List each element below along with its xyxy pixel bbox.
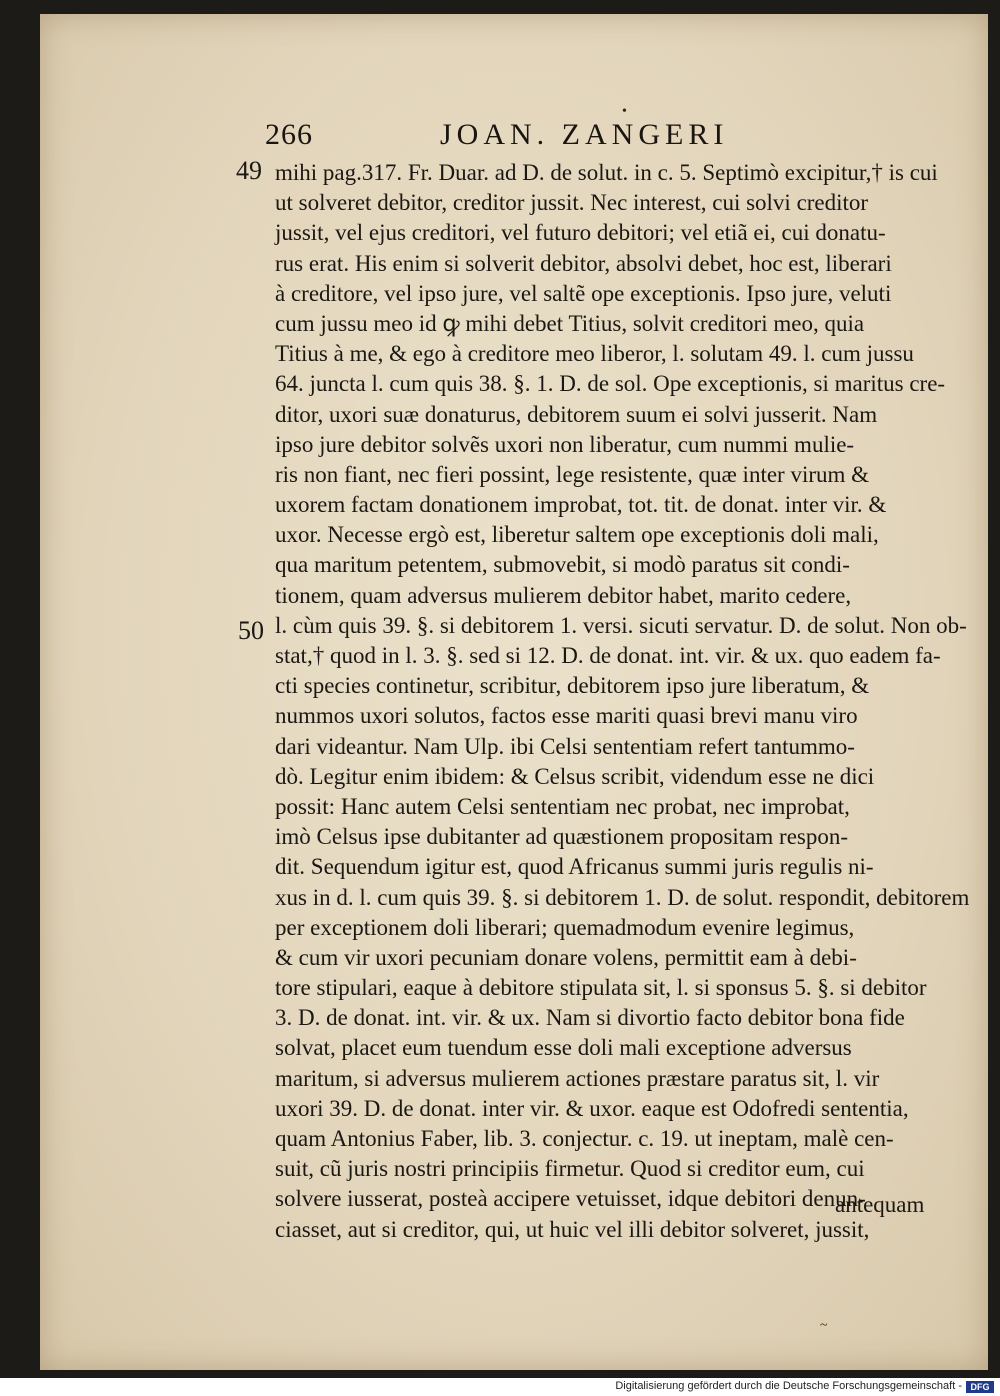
text-line: xus in d. l. cum quis 39. §. si debitorem 1. D. de solut. respondit, debitorem bbox=[275, 884, 970, 910]
text-line: dari videantur. Nam Ulp. ibi Celsi sententiam refert tantummo- bbox=[275, 733, 855, 759]
text-line: possit: Hanc autem Celsi sententiam nec probat, nec improbat, bbox=[275, 793, 850, 819]
text-line: per exceptionem doli liberari; quemadmodum evenire legimus, bbox=[275, 914, 855, 940]
text-line: tionem, quam adversus mulierem debitor habet, marito cedere, bbox=[275, 582, 852, 608]
text-line: & cum vir uxori pecuniam donare volens, permittit eam à debi- bbox=[275, 944, 857, 970]
funding-credit: Digitalisierung gefördert durch die Deutsche Forschungsgemeinschaft - bbox=[615, 1380, 962, 1392]
text-line: uxor. Necesse ergò est, liberetur saltem ope exceptionis doli mali, bbox=[275, 522, 879, 548]
text-line: mihi pag.317. Fr. Duar. ad D. de solut. in c. 5. Septimò excipitur,† is cui bbox=[275, 160, 938, 185]
text-line: ditor, uxori suæ donaturus, debitorem suum ei solvi jusserit. Nam bbox=[275, 401, 878, 427]
text-line: rus erat. His enim si solverit debitor, absolvi debet, hoc est, liberari bbox=[275, 250, 892, 276]
page-header bbox=[265, 118, 795, 154]
margin-note-49: 49 bbox=[236, 156, 262, 185]
text-line: ipso jure debitor solvẽs uxori non liberatur, cum nummi mulie- bbox=[275, 431, 855, 457]
text-line: solvere iusserat, posteà accipere vetuisset, idque debitori denun- bbox=[275, 1186, 866, 1212]
text-line: quam Antonius Faber, lib. 3. conjectur. c. 19. ut ineptam, malè cen- bbox=[275, 1126, 894, 1151]
text-line: stat,† quod in l. 3. §. sed si 12. D. de donat. int. vir. & ux. quo eadem fa- bbox=[275, 643, 941, 668]
text-line: à creditore, vel ipso jure, vel saltẽ ope exceptionis. Ipso jure, veluti bbox=[275, 280, 892, 306]
text-line: l. cùm quis 39. §. si debitorem 1. versi. sicuti servatur. D. de solut. Non ob- bbox=[275, 612, 967, 638]
text-line: dò. Legitur enim ibidem: & Celsus scribit, videndum esse ne dici bbox=[275, 763, 875, 789]
text-line: solvat, placet eum tuendum esse doli mali exceptione adversus bbox=[275, 1035, 852, 1061]
text-line: tore stipulari, eaque à debitore stipulata sit, l. si sponsus 5. §. si debitor bbox=[275, 975, 927, 1001]
running-title: JOAN. ZANGERI bbox=[440, 118, 729, 151]
text-line: uxori 39. D. de donat. inter vir. & uxor. eaque est Odofredi sententia, bbox=[275, 1095, 909, 1121]
text-line: ut solveret debitor, creditor jussit. Nec interest, cui solvi creditor bbox=[275, 190, 869, 216]
text-line: 64. juncta l. cum quis 38. §. 1. D. de sol. Ope exceptionis, si maritus cre- bbox=[275, 371, 946, 397]
text-line: cti species continetur, scribitur, debitorem ipso jure liberatum, & bbox=[275, 673, 870, 699]
ink-mark: • bbox=[622, 104, 627, 119]
body-text bbox=[275, 158, 970, 1245]
text-line: imò Celsus ipse dubitanter ad quæstionem propositam respon- bbox=[275, 824, 849, 850]
text-line: maritum, si adversus mulierem actiones præstare paratus sit, l. vir bbox=[275, 1065, 880, 1091]
text-line: nummos uxori solutos, factos esse mariti quasi brevi manu viro bbox=[275, 703, 858, 729]
text-line: 3. D. de donat. int. vir. & ux. Nam si divortio facto debitor bona fide bbox=[275, 1005, 905, 1031]
text-line: ris non fiant, nec fieri possint, lege resistente, quæ inter virum & bbox=[275, 461, 870, 487]
page-number: 266 bbox=[265, 118, 313, 151]
ink-mark: ~ bbox=[820, 1318, 828, 1333]
text-line: dit. Sequendum igitur est, quod Africanus summi juris regulis ni- bbox=[275, 854, 874, 880]
margin-note-50: 50 bbox=[238, 616, 264, 645]
text-line: cum jussu meo id ꝙ mihi debet Titius, solvit creditori meo, quia bbox=[275, 310, 865, 336]
dfg-logo[interactable]: DFG bbox=[966, 1381, 994, 1393]
text-line: uxorem factam donationem improbat, tot. tit. de donat. inter vir. & bbox=[275, 492, 887, 518]
text-line: qua maritum petentem, submovebit, si modò paratus sit condi- bbox=[275, 552, 850, 578]
text-line: ciasset, aut si creditor, qui, ut huic vel illi debitor solveret, jussit, bbox=[275, 1216, 870, 1242]
text-line: suit, cũ juris nostri principiis firmetur. Quod si creditor eum, cui bbox=[275, 1156, 865, 1182]
catchword: antequam bbox=[835, 1192, 925, 1217]
text-line: jussit, vel ejus creditori, vel futuro debitori; vel etiã ei, cui donatu- bbox=[275, 220, 886, 246]
text-line: Titius à me, & ego à creditore meo liberor, l. solutam 49. l. cum jussu bbox=[275, 341, 914, 367]
